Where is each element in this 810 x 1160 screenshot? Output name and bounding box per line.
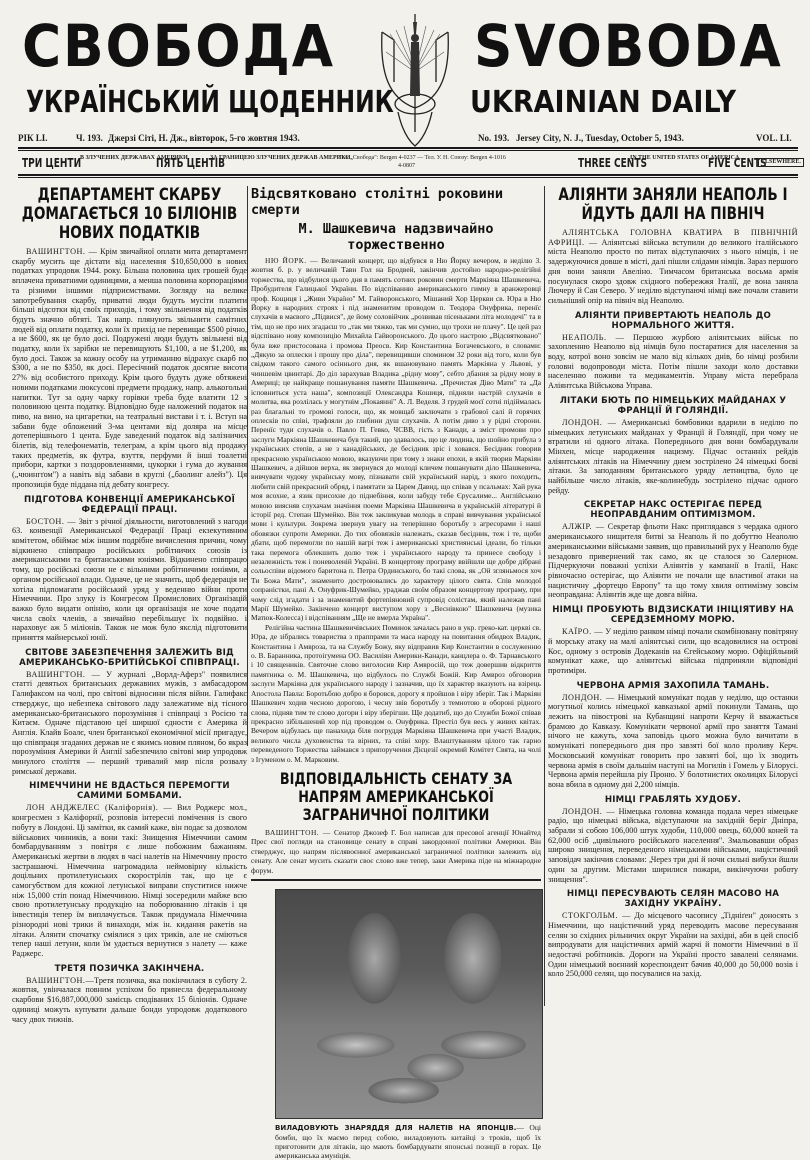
divider <box>251 879 541 881</box>
subtitle-ukrainian: УКРАЇНСЬКИЙ ЩОДЕННИК <box>26 85 394 120</box>
article-third-loan: ВАШИНГТОН.—Третя позичка, яка покінчилася в суботу 2. жовтня, увінчалася повним успіхом бо принесла федеральному скарбови $16,887,000,000 замісць сподіваних 15 біліонів. Одначе одиниці можуть купувати дальше бонди упродовж додаткового часу двох тижнів. <box>12 975 247 1024</box>
article-shashkevych-religious: Релігійна частина Шашкевичівських Поминок зачалась рано в укр. греко-кат. церкві св. Юра, де зібрались товариства з праппрами та маса народу на повитання обидвох Владик, Константина і Амвроза, та на Службу Божу, яку відправив Кир Константин в сослуженню о. В. Баранника, протоігумена ОО. Василіян Америки-Канади, канцлера о. Ф. Тарнавського і 10 священиків. Святочне слово виголосив Кир Амвросій, що теж довершив відкриття памятника о. М. Шашкевича, що відбулось по Службі Божій. Кир Амвроз обговорив заслуги Маркіяна для українського народу і зазначив, що їх характер вказують на взірець Апостола Павла: Боротьбою добро я боровся, дорогу я пройшов і віру зберіг. Так і Маркіян Шашкевич ходив чесною дорогою, і чесну звів боротьбу з темнотою в обороні рідного слова, підняв тим те слово догори і віру зберігши. Ще додатиб, що до Служби Божої співав прекрасно зібільшений хор під проводом о. Онуфрика. Престіл був весь у живих квітах. Вечером відбулась ще панахида біля погруддя Маркіяна Шашкевича при участі Владик, великого числа духовенства та вірних, та співі хору. Влаштуванням цілого так гарно переведеного Торжества займався з припоручення Дієцезії окремий Комітет Свята, на чолі з Ігуменом о. М. Марковим. <box>251 622 541 764</box>
headline-shashkevych-1: Відсвятковано столітні роковини смерти <box>251 186 503 218</box>
headline-naples: АЛІЯНТИ ЗАНЯЛИ НЕАПОЛЬ І ЙДУТЬ ДАЛІ НА ПІВНІЧ <box>558 185 788 224</box>
article-world-security: ВАШИНГТОН. — У журналі „Ворлд-Аферз" появилися статті девятьох британських державних мужів, з амбасадором Галифаксом на чолі, про світові відносини після війни. Галифакс стверджує, що небезпека світового ладу залежатиме від тісного американсько-британського порозуміння і співпраці з Росією та Китаєм. Одначе підставою цеї ширшої єдности є Америка й Англія. Клайв Боалє, член британської економічної місії пригадує, що співпраця згаданих держав не є якимсь новим пляном, бо якраз порозуміння Америки й Англії забезпечило світові мир упродовж минулого століття — перший тривалий мир після розвалу римської держави. <box>12 669 247 776</box>
date-ua: Джерзі Сіті, Н. Дж., вівторок, 5-го жовтня 1943. <box>108 133 300 143</box>
article-treasury: ВАШИНГТОН. — Крім звичайної оплати мита департамент скарбу мусить ще дістати від населення $10,650,000 в нових податках упродовж 1944. року. Більша половина цих грошей буде вплачена приватними одиницями, а менша половина корпораціями та різними іншими підприємствами. Зогляду на велике запотребування скарбу, приватні люди будуть мусіти платити більші відсотки від своїх приходів, і тому звільнення від податків будуть значно обтяті. Так напр. плянують звільнити самітних людей від оплати податку, коли їх прихід не перевищає $500 річно, а не $600, як це було досі. Подружені люди будуть звільнені від податку, коли їх зарібки не перевищують $1,100, а не $1,200, як було досі. Також за кожну особу на утриманню відрахує скарб по $300, а не по $350, як досі. Пересічний податок досягне висоти 27% від особистого приходу. Крім цього будуть дуже обтяжені новими податками люксусові предмети продажу, напр. алькогольні напитки. Тут за одну чарку горівки треба буде влатити 12 з половиною цента податку. Відповідно буде наложений податок на пиво, на вино, на цигаретки, на театральні вистави і т. і. Вступ на забави буде обложений 3-ма центами від доляра на місце дотеперішнього 1 цента. Буде заведений податок від залізничих білетів, від телефонематів, телеграм, а крім цього від продажу таких предметів, як футра, взуття, перфуми й інші тоалетні прибори, картки з поздоровленнями, цукорки і гума до жування („чюингґом") а навіть від забави в круглі („баолинг алейз"). Ця пропозиція буде піддана під дебату конгресу. <box>12 247 247 489</box>
headline-treasury: ДЕПАРТАМЕНТ СКАРБУ ДОМАГАЄТЬСЯ 10 БІЛІОНІВ НОВИХ ПОДАТКІВ <box>21 185 238 243</box>
headline-world-security: СВІТОВЕ ЗАБЕЗПЕЧЕННЯ ЗАЛЕЖИТЬ ВІД АМЕРИКАНСЬКО-БРИТІЙСЬКОЇ СПІВПРАЦІ. <box>19 647 240 668</box>
right-column <box>548 186 798 1046</box>
newspaper-page <box>8 6 803 1160</box>
article-airfields: ЛОНДОН. — Американські бомбовики вдарили в неділю по німецьких летунських майданах у Франції й Голяндії, при чому не втратили ні одного літака. Попереднього дня вони бомбардували Мінхен, місце народження нацизму. Підчас останніх рейдів аліянтських літаків на Німеччину днем зострілено 24 німецькі боєві літаки. За заподанням британського уряду летництва, було це найбільше число літаків, яке-колинебудь зострілено підчас одного рейду. <box>548 417 799 495</box>
title-ukrainian: СВОБОДА <box>22 12 335 80</box>
headline-afl-convention: ПІДГОТОВА КОНВЕНЦІЇ АМЕРИКАНСЬКОЇ ФЕДЕРАЦІЇ ПРАЦІ. <box>23 494 236 515</box>
price-ua-us: ТРИ ЦЕНТИ <box>22 156 82 170</box>
price-en-us-note: IN THE UNITED STATES OF AMERICA. <box>630 155 741 161</box>
volume-en: VOL. LI. <box>756 133 792 143</box>
price-en-abroad: FIVE CENTS <box>708 156 767 170</box>
price-bar <box>18 152 801 174</box>
headline-naples-normal-life: АЛІЯНТИ ПРИВЕРТАЮТЬ НЕАПОЛЬ ДО НОРМАЛЬНОГО ЖИТТЯ. <box>574 310 772 331</box>
headline-knox-warning: СЕКРЕТАР НАКС ОСТЕРІГАЄ ПЕРЕД НЕОПРАВДАНИМ ОПТИМІЗМОМ. <box>583 500 763 521</box>
price-en-abroad-note: ELSEWHERE. <box>758 158 804 167</box>
issue-en: No. 193. <box>478 133 510 143</box>
phone-numbers-2: 4-0807 <box>398 163 415 169</box>
divider <box>18 147 798 149</box>
article-mediterranean: КАЇРО. — У неділю ранком німці почали скомбіновану повітряну й морську атаку на малі аліянтські сили, що всадовилися на острові Кос, одному з островів Додеканів на Єгейському морю. Офіційльний комунікат каже, що аліянтські війська підприняли відповідні протиміри. <box>548 627 799 675</box>
divider <box>18 150 798 151</box>
article-senate: ВАШИНГТОН. — Сенатор Джозеф Г. Бол написав для пресової агенції Юнайтед Прес свої погляди на становище сенату в справі закордонної політики Америки. Він стверджує, що напрям післявоєнної американської заграничної політики залежить від сенату. Але сенат мусить сказати своє слово вже тепер, заки Америка піде на міжнародне форум. <box>251 827 541 875</box>
headline-third-loan: ТРЕТЯ ПОЗИЧКА ЗАКІНЧЕНА. <box>54 963 205 974</box>
issue-ua: Ч. 193. <box>76 133 103 143</box>
article-taman: ЛОНДОН. — Німецький комунікат подав у неділю, що останки могутньої колись німецької кавказької армії покинули Тамань, що лежить на півострові на Кубанщині напроти Керчу й вважається брамою до Кавказу. Комунікати червоної армії про заняття Тамані нічого не кажуть, хоча заповідь цього можна було вичитати в комунікаті попереднього дня про завзяті бої коло проливу Керч. Московський комунікат говорить про завзяті бої, що їх зводить червона армія в своїм дальшім наступі на Могилів і Гомель у Білорусі. Червона армія перейшла ріу Проню. У болотнистих околицях Білорусі вона вбила в одному дні 2,200 німців. <box>548 692 799 789</box>
price-ua-abroad-note: ЗА ГРАНИЦЕЮ ЗЛУЧЕНИХ ДЕРЖАВ АМЕРИКИ. <box>210 155 352 161</box>
column-divider <box>544 186 545 1006</box>
left-column <box>12 186 247 1046</box>
article-naples-normal-life: НЕАПОЛЬ. — Першою журбою аліянтських військ по захопленню Неаполю від німців було постаратися для населення за воду, котрої воно зовсім не мало від кількох днів, бо німці розбили головні водопроводи міста. Потім пішли заходи коло доставки населенню поживи та медикаментів. Управу міста перебрала Аліянтська Військова Управа. <box>548 332 799 391</box>
headline-airfields: ЛІТАКИ БЮТЬ ПО НІМЕЦЬКИХ МАЙДАНАХ У ФРАНЦІЇ Й ГОЛЯНДІЇ. <box>559 395 787 416</box>
headline-senate: ВІДПОВІДАЛЬНІСТЬ СЕНАТУ ЗА НАПРЯМ АМЕРИКАНСЬКОЇ ЗАГРАНИЧНОЇ ПОЛІТИКИ <box>279 768 513 824</box>
title-english: SVOBODA <box>474 12 783 80</box>
headline-taman: ЧЕРВОНА АРМІЯ ЗАХОПИЛА ТАМАНЬ. <box>576 680 770 691</box>
headline-cattle: НІМЦІ ГРАБЛЯТЬ ХУДОБУ. <box>604 794 742 805</box>
article-afl-convention: БОСТОН. — Звіт з річної діяльности, виготовлений з нагоди 63. конвенції Американської Федерації Праці екзекутивним комітетом, обіймає між іншим подрібне вичислення причин, чому відкинено співпрацю російських робітничих союзів із американськими та британськими юніями. Відкинено співпрацю тому, що російські союзи не є вільними робітничими юніями, а органом російської влади. Одначе, це не значить, щоб федерація не хотіла підпомагати російський уряд у веденню війни проти Німеччини. Про злуку із Конгресом Промислових Організацій важко було видати опінію, коли ця організація не хоче подати числа своїх членів, а звичайно перебільшує їх подвійно. і нараховує аж 5 міліонів. Також не мож було якслід підготовити приняття майнерської юнії. <box>12 516 247 643</box>
headline-germany-bombs: НІМЕЧЧИНИ НЕ ВДАСТЬСЯ ПЕРЕМОГТИ САМИМИ БОМБАМИ. <box>29 781 230 802</box>
photo-caption: ВИЛАДОВУЮТЬ ЗНАРЯДДЯ ДЛЯ НАЛЕТІВ НА ЯПОНЦІВ.— Оці бомби, що їх маємо перед собою, виладовують китайці з троків, щоб їх приготовити для літаків, що мають бомбардувати японські позиції в горах. Це американська амуніція. <box>275 1122 541 1160</box>
divider <box>18 177 798 178</box>
column-divider <box>247 186 248 746</box>
divider <box>18 174 798 176</box>
trident-emblem-icon <box>376 12 454 148</box>
price-en-us: THREE CENTS <box>578 156 647 170</box>
subtitle-english: UKRAINIAN DAILY <box>470 85 737 120</box>
year-ua: РІК LI. <box>18 133 48 143</box>
article-naples: АЛІЯНТСЬКА ГОЛОВНА КВАТИРА В ПІВНІЧНІЙ АФРИЦІ. — Аліянтські війська вступили до великого італійського міста Неаполю просто по питах відступаючих з нього німців, і не задержуючися довше в місті, далі пішли слідами німців. Зараз першого дня вони заняли Авеліно. Тимчасом британська восьма армія посунулася скоро здовж східного побережжя Італії, де вона заняла Лючеру й Сан Северо. У неділю відступаючі німці вже почали ставити сильніший опір на північ від Неаполю. <box>548 228 798 305</box>
headline-mediterranean: НІМЦІ ПРОБУЮТЬ ВІДЗИСКАТИ ІНІЦІЯТИВУ НА СЕРЕДЗЕМНОМУ МОРЮ. <box>552 605 794 626</box>
article-germany-bombs: ЛОН АНДЖЕЛЕС (Каліфорнія). — Вил Роджерс мол., конгресмен з Каліфорнії, розповів інтересні помічення із свого побуту в Лондоні. Ці замітки, як самий каже, він подає за дозволом військових чинників, а вони такі: Знищення Німеччини самим бомбардуванням з повітря є лише побожним бажанням. Американські жертви в людях в часі налетів на Німеччину просто застрашаючі. Німеччина нагромадила неймовірну кількість доцільних протилетунських скорострілів так, що це є самогубством для кожної летунської виправи спуститися нижче ніж 15,000 стіп понад Німеччиною. Німці зосередили майже всю свою протилетунську продукцію на поборюванню літаків і ця інвестиція тепер їм виплачується. Також придумала Німеччина різнородні нові трики й винаходи, між ін. кидання ракетів на літаки. Алянти спочатку сміялися з цих триків, але не сміються тепер наші летуни, коли їм удається вернутися з налету — каже Раджерс. <box>12 803 248 958</box>
price-ua-abroad: ПЯТЬ ЦЕНТІВ <box>156 156 225 170</box>
headline-shashkevych-2: М. Шашкевича надзвичайно торжественно <box>298 221 494 253</box>
date-en: Jersey City, N. J., Tuesday, October 5, 1943. <box>516 133 684 143</box>
bombs-photo <box>275 889 543 1119</box>
article-knox-warning: АЛЖІР. — Секретар фльоти Накс приглядався з чердака одного американського нищителя битві за Неаполь й по добуттю Неаполю американськими військами заявив, що правильний рух у Неаполю буде незадовго привернений так само, як це сталося зо Салерном. Підчеркуючи поважні успіхи Аліянтів у кампанії в Італії, Накс рівночасно остерігає, що Аліянти не почали ще властивої атаки на нацистичну „фортецю Европу" та що тому хвиля оптимізму зовсім неоправдана: Аліянтів жде ще довга війна. <box>548 522 798 600</box>
phone-numbers: Тел. „Свобода": Bergen 4-0237 — Тел. У. Н. Союзу: Bergen 4-1016 <box>338 155 506 161</box>
masthead <box>8 6 803 132</box>
article-peasants-moved: СТОКГОЛЬМ. — До місцевого часопису „Тідніґен" доносять з Німеччини, що націстичний уряд переводить масове пересування селян зо східних рільничих округ України на західні, аби в цей спосіб випродувати для націстичних армій жарчі й помогти Німеччині в її недостачі робітників. Дороги на Україні просто завалені селянами. Один німецький воєнний кореспондент бачив 40,000 до 50,000 возів і коло 250,000 селян, що посувалися на захід. <box>548 911 799 979</box>
middle-column <box>251 186 541 1160</box>
article-cattle: ЛОНДОН. — Німецька головна команда подала через німецьке радіо, що німецькі війська, відступаючи на західній беріг Дніпра, забрали зі собою 106,000 штук худоби, 110,000 овець, 60,000 коней та 62,000 осіб „цивільного російського населення". Змальовавши образ широко знищення, переведеного німецькими військами, націстичний заповідач закінчив словами: „Через три дні й ночи сильні вибухи йшли один за другим. Містами ширилися пожари, викінчуючи роботу знищення". <box>548 806 799 884</box>
article-shashkevych-concert: НЮ ЙОРК. — Величавий концерт, що відбувся в Ню Йорку вечером, в неділю 3. жовтня б. р. у величавій Тавн Гол на Бродвей, закінчив достойно народно-релігійні торжества, що відбулися цього дня в память сотних роковин смерти Маркіяна Шашкевича, Пробудителя Галицької України. По відспіванню американського гимну в аранжеровці проф. Кощиця і „Живи Україно" М. Гайворонського, Мішаний Хор Церкви св. Юра в Ню Йорку в народних строях і під знаменитим проводом п. Теодора Онуфрика, перенїс слухачів в маєвого „Підвися", де йому соловійчик „розвивав пісеньками літа молодечі" та в тім, що не про них згадаєш то „так ми тяжко, так ми сумно, що трохи не плачу". Це цей раз відспівано нову композицію Михайла Гайворонського. До цього настрою „Відсвятковано" була вже пристосована і промова Преосв. Кир Константина Богачевського, в словами: „Дякую за оплески і прошу про діла", перевищивши спомином 32 роки від того, коли був свідком такого самого осіннього дня, як вшановувано память Маркіяна у Львові, у чиншевім цвинтарі. До діл зарахував Владика „рідну мову", себто дбання за рідну мову в Америці; це найкраще пошанування памяти Шашкевича. „Пречистая Діво Мати" та „Да ісповниться уста наша", композиції Олександра Кошиця, підняли настрій слухачів в молитва, яка розлілась у могутнім „Покаянні" А. Л. Веделя. З грудей моєї сотні підіймалась раз благальні то громові голоси, що, як мовщаб заключати з грабової салі й горячих оплесків по співі, трафляли до глибини душ слухачів. А потім диво з у рідні сторони. Перенїс туди слухачів о. Павло П. Гевко, ЧСВВ, гість з Канади, а зміст промови про заслуги Маркіяна Шашкевича був такий, що здавалось, що це людина, що шойно прибула з українських степів, а не з канадійських, де бесідник зріс і ховався. Бесідник говорив прекрасною українською мовою, вказуючи при тому з знаки епохи, в якій творив Маркіян Шашкевич, а дійшов верха, як звернувся до молоді кличем пошанувати діло Шашкевича, вивчувати чудову українську мову, пізнавати свій український нарід, з якого походить, любити свій прекрасний обряд, і памятати за Царем Давид, що співав у псальмах: Хай рука моя всохне, а язик присохне до піднебіння, коли забуду тебе Єрусалиме... Англійською мовою виясняв слухачам значіння поеми Маркіяна Шашкевича в українській літературі й історії ред. Степан Шумейко. Він теж закликував молодь в справі вивчування української мови і культури. Зокрема звернув увагу на теперішню боротьбу з агресорами і наші обовязки супроти Америки. До тих обовязків належать, сказав бесідник, теж і те, щоби дбати, щоб перемогли по нашій вагрі теж і американські християнські ідеали, бо тільки така перемога облекшить долю теж і українського народу та принесе свободу і незалежність теж і поневоленій Україні. В концертову програму ввійшли ще добре дібрані сольоспіви відомого баритона п. Петра Ординського, бо такі слова, як „Ой згляньмося хоч Ти Божа Мати", знаменито достроювались до характеру цілого свята. Спів молодої сопраністки, пані А. Онуфрик-Шумейко, ураджав своїм образом концертову програму, при чому слід згадати і за знаменитий фортепіяновий супровід солістам, який належав пані Марії Шумейко. Закінчено концерт виступом хору з „Веснівкою" Шашкевича (музика Матюк-Колесса) і відспіванням „Ще не вмерла Україна". <box>251 256 541 623</box>
price-ua-us-note: В ЗЛУЧЕНИХ ДЕРЖАВАХ АМЕРИКИ. <box>80 155 190 161</box>
dateline-bar <box>8 133 803 145</box>
headline-peasants-moved: НІМЦІ ПЕРЕСУВАЮТЬ СЕЛЯН МАСОВО НА ЗАХІДНУ УКРАЇНУ. <box>566 889 780 910</box>
